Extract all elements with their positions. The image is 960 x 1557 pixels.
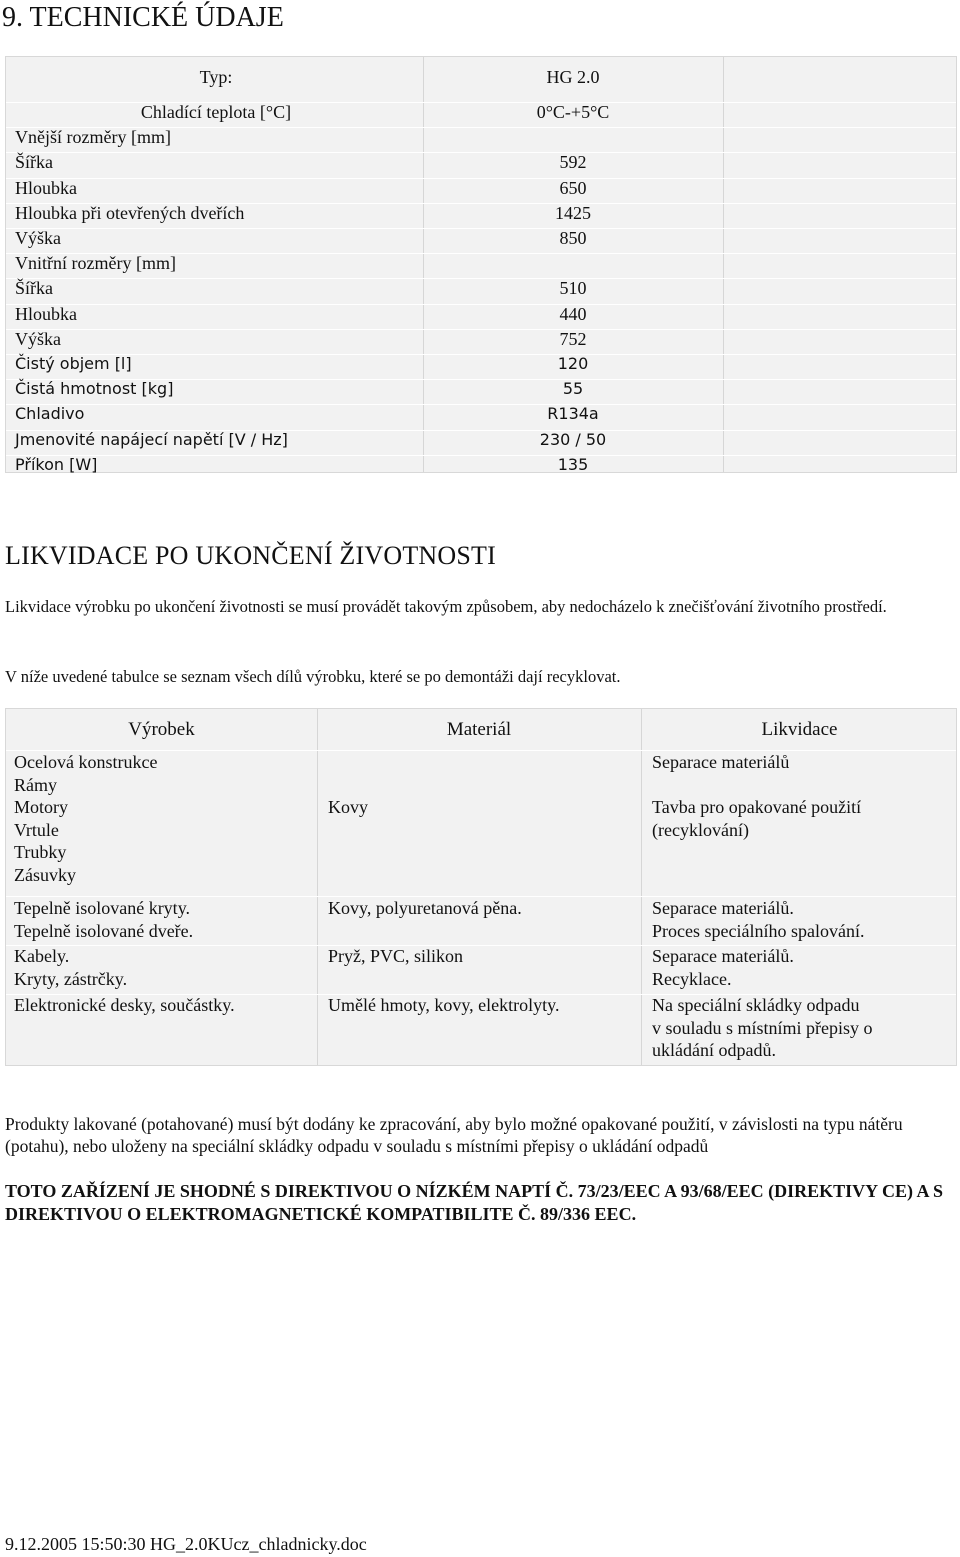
spec-value: 55: [562, 379, 584, 399]
spec-value: R134a: [547, 404, 599, 424]
list-item: Separace materiálů: [652, 752, 790, 772]
spec-label: Jmenovité napájecí napětí [V / Hz]: [15, 429, 288, 449]
header-material: Materiál: [446, 719, 512, 740]
specs-type-value: HG 2.0: [546, 67, 600, 87]
list-item: Recyklace.: [652, 968, 732, 989]
material-cell: Umělé hmoty, kovy, elektrolyty.: [328, 995, 560, 1015]
list-item: Tavba pro opakované použití: [652, 797, 862, 817]
intro-paragraph: Likvidace výrobku po ukončení životnosti se musí provádět takovým způsobem, aby nedocházelo k znečišťování životního prostředí.: [5, 597, 887, 616]
disposal-table: [5, 708, 957, 1066]
product-cell: [14, 751, 157, 886]
header-disposal: Likvidace: [761, 719, 838, 740]
spec-value: 592: [559, 152, 587, 173]
spec-label: Hloubka při otevřených dveřích: [15, 202, 245, 223]
spec-label: Chladivo: [15, 404, 85, 424]
disposal-cell: [652, 897, 864, 942]
list-item: Zásuvky: [14, 864, 76, 885]
list-item: Tepelně isolované dveře.: [14, 920, 194, 941]
spec-value: 135: [557, 454, 589, 474]
spec-label: Vnitřní rozměry [mm]: [15, 253, 176, 274]
list-item: v souladu s místními přepisy o: [652, 1017, 873, 1038]
spec-label: Výška: [15, 328, 61, 349]
column-divider: [317, 709, 318, 1065]
page-title: 9. TECHNICKÉ ÚDAJE: [2, 2, 284, 33]
spec-label: Příkon [W]: [15, 454, 98, 474]
product-cell: [14, 945, 127, 990]
spec-value: 230 / 50: [539, 429, 607, 449]
directive-statement: TOTO ZAŘÍZENÍ JE SHODNÉ S DIREKTIVOU O NÍZKÉM NAPTÍ Č. 73/23/EEC A 93/68/EEC (DIREKTIVY CE) A S DIREKTIVOU O ELEKTROMAGNETICKÉ KOMPATIBILITE Č. 89/336 EEC.: [5, 1181, 943, 1224]
specs-type-label: Typ:: [199, 67, 233, 87]
list-item: Separace materiálů.: [652, 898, 794, 918]
list-item: Proces speciálního spalování.: [652, 920, 865, 941]
spec-label: Vnější rozměry [mm]: [15, 127, 171, 148]
spec-label: Šířka: [15, 278, 53, 299]
list-item: ukládání odpadů.: [652, 1040, 776, 1060]
list-item: Kryty, zástrčky.: [14, 968, 128, 989]
section-title: LIKVIDACE PO UKONČENÍ ŽIVOTNOSTI: [5, 541, 496, 570]
list-item: Vrtule: [14, 819, 59, 840]
spec-value: 650: [559, 177, 587, 198]
list-item: Trubky: [14, 842, 67, 862]
spec-value: 510: [559, 278, 587, 299]
spec-value: 850: [559, 228, 587, 248]
column-divider: [641, 709, 642, 1065]
column-divider: [423, 57, 424, 472]
spec-label: Čistá hmotnost [kg]: [15, 379, 174, 399]
spec-value: 752: [559, 328, 587, 349]
spec-value: 120: [557, 354, 589, 373]
spec-value: 0°C-+5°C: [536, 102, 610, 122]
list-item: (recyklování): [652, 819, 749, 840]
list-item: Motory: [14, 797, 68, 817]
list-item: Na speciální skládky odpadu: [652, 995, 860, 1015]
specs-table: [5, 56, 957, 473]
list-paragraph: V níže uvedené tabulce se seznam všech dílů výrobku, které se po demontáži dají recyklovat.: [5, 667, 621, 686]
list-item: Separace materiálů.: [652, 946, 794, 966]
disposal-cell: [652, 945, 794, 990]
spec-label: Výška: [15, 228, 61, 248]
material-cell: Pryž, PVC, silikon: [328, 946, 464, 966]
disposal-cell: [652, 994, 873, 1062]
spec-label: Hloubka: [15, 303, 77, 324]
spec-value: 1425: [555, 202, 591, 223]
spec-label: Chladící teplota [°C]: [140, 102, 292, 122]
coated-products-note: Produkty lakované (potahované) musí být dodány ke zpracování, aby bylo možné opakované použití, v závislosti na typu nátěru (potahu), nebo uloženy na speciální skládky odpadu v souladu s místními přepisy o ukládání odpadů: [5, 1114, 903, 1156]
disposal-cell: [652, 751, 861, 841]
list-item: Kabely.: [14, 946, 70, 966]
list-item: Ocelová konstrukce: [14, 752, 158, 772]
product-cell: [14, 897, 193, 942]
column-divider: [723, 57, 724, 472]
material-cell: Kovy: [328, 797, 368, 817]
spec-label: Šířka: [15, 152, 53, 173]
material-cell: Kovy, polyuretanová pěna.: [328, 898, 522, 918]
list-item: Tepelně isolované kryty.: [14, 898, 191, 918]
spec-value: 440: [559, 303, 587, 324]
spec-label: Hloubka: [15, 177, 77, 198]
spec-label: Čistý objem [l]: [15, 354, 132, 373]
list-item: Rámy: [14, 774, 57, 795]
product-cell: Elektronické desky, součástky.: [14, 995, 235, 1015]
document-footer: 9.12.2005 15:50:30 HG_2.0KUcz_chladnicky.doc: [5, 1534, 367, 1554]
header-product: Výrobek: [128, 719, 195, 740]
row-divider: [6, 945, 956, 946]
